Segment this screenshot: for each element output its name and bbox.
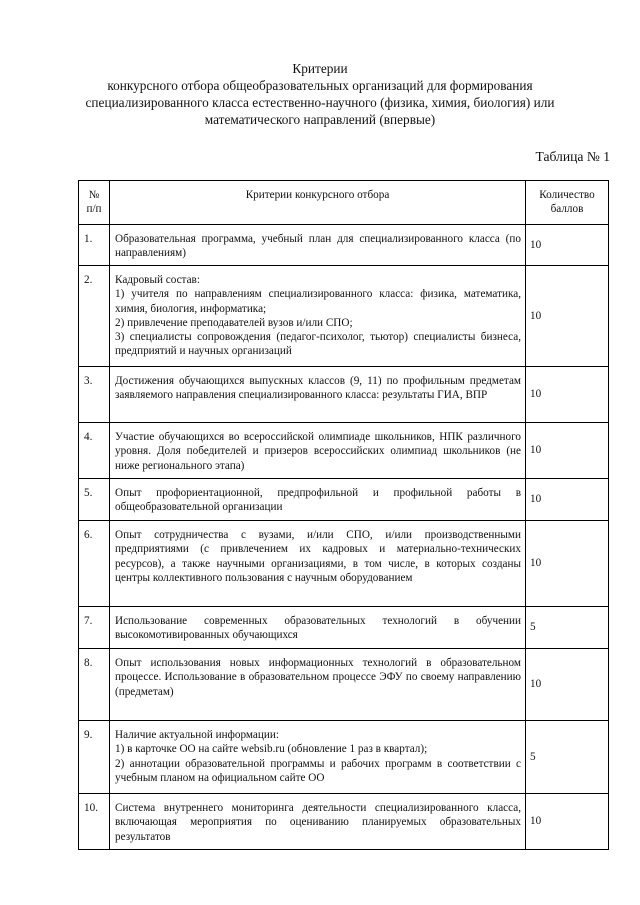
row-points: 10	[526, 649, 609, 721]
table-header-row	[79, 181, 609, 225]
row-number: 4.	[79, 423, 110, 479]
row-number: 9.	[79, 721, 110, 794]
row-points: 10	[526, 367, 609, 423]
table-caption: Таблица № 1	[535, 149, 610, 164]
row-number: 6.	[79, 521, 110, 607]
row-criterion: Достижения обучающихся выпускных классов (9, 11) по профильным предметам заявляемого направления специализированного класса: результаты ГИА, ВПР	[110, 367, 526, 423]
table-row	[79, 721, 609, 794]
row-points: 10	[526, 794, 609, 850]
row-criterion: Участие обучающихся во всероссийской олимпиаде школьников, НПК различного уровня. Доля победителей и призеров всероссийских олимпиад школьников (не ниже регионального этапа)	[110, 423, 526, 479]
row-criterion: Наличие актуальной информации: 1) в карточке ОО на сайте websib.ru (обновление 1 раз в квартал); 2) аннотации образовательной программы и рабочих программ в соответствии с учебным планом на официальном сайте ОО	[110, 721, 526, 794]
table-row	[79, 607, 609, 649]
row-number: 2.	[79, 266, 110, 367]
table-row	[79, 423, 609, 479]
title-line: Критерии	[292, 61, 348, 76]
header-points: Количество баллов	[526, 181, 609, 225]
row-criterion: Опыт использования новых информационных технологий в образовательном процессе. Использование в образовательном процессе ЭФУ по своему направлению (предметам)	[110, 649, 526, 721]
row-number: 1.	[79, 225, 110, 266]
header-number: № п/п	[79, 181, 110, 225]
row-number: 10.	[79, 794, 110, 850]
row-criterion: Использование современных образовательных технологий в обучении высокомотивированных обучающихся	[110, 607, 526, 649]
row-points: 10	[526, 225, 609, 266]
criteria-table	[78, 180, 609, 850]
title-line: конкурсного отбора общеобразовательных организаций для формирования	[107, 78, 533, 93]
table-row	[79, 794, 609, 850]
row-criterion: Опыт сотрудничества с вузами, и/или СПО, и/или производственными предприятиями (с привлечением их кадровых и материально-технических ресурсов), а также научными организациями, в том числе, в которых созданы центры коллективного пользования с научным оборудованием	[110, 521, 526, 607]
row-number: 5.	[79, 479, 110, 521]
row-points: 10	[526, 521, 609, 607]
table-row	[79, 479, 609, 521]
row-number: 8.	[79, 649, 110, 721]
row-points: 10	[526, 266, 609, 367]
table-row	[79, 367, 609, 423]
title-line: математического направлений (впервые)	[204, 112, 436, 127]
document-title	[60, 60, 580, 128]
header-criteria: Критерии конкурсного отбора	[110, 181, 526, 225]
title-line: специализированного класса естественно-научного (физика, химия, биология) или	[85, 95, 555, 110]
row-criterion: Образовательная программа, учебный план для специализированного класса (по направлениям)	[110, 225, 526, 266]
row-criterion: Система внутреннего мониторинга деятельности специализированного класса, включающая мероприятия по оцениванию планируемых образовательных результатов	[110, 794, 526, 850]
table-row	[79, 225, 609, 266]
row-points: 5	[526, 721, 609, 794]
row-number: 3.	[79, 367, 110, 423]
row-points: 10	[526, 479, 609, 521]
table-row	[79, 521, 609, 607]
table-row	[79, 649, 609, 721]
row-criterion: Опыт профориентационной, предпрофильной и профильной работы в общеобразовательной организации	[110, 479, 526, 521]
table-row	[79, 266, 609, 367]
row-number: 7.	[79, 607, 110, 649]
row-criterion: Кадровый состав: 1) учителя по направлениям специализированного класса: физика, математика, химия, биология, информатика; 2) привлечение преподавателей вузов и/или СПО; 3) специалисты сопровождения (педагог-психолог, тьютор) специалисты бизнеса, предприятий и научных организаций	[110, 266, 526, 367]
row-points: 5	[526, 607, 609, 649]
row-points: 10	[526, 423, 609, 479]
